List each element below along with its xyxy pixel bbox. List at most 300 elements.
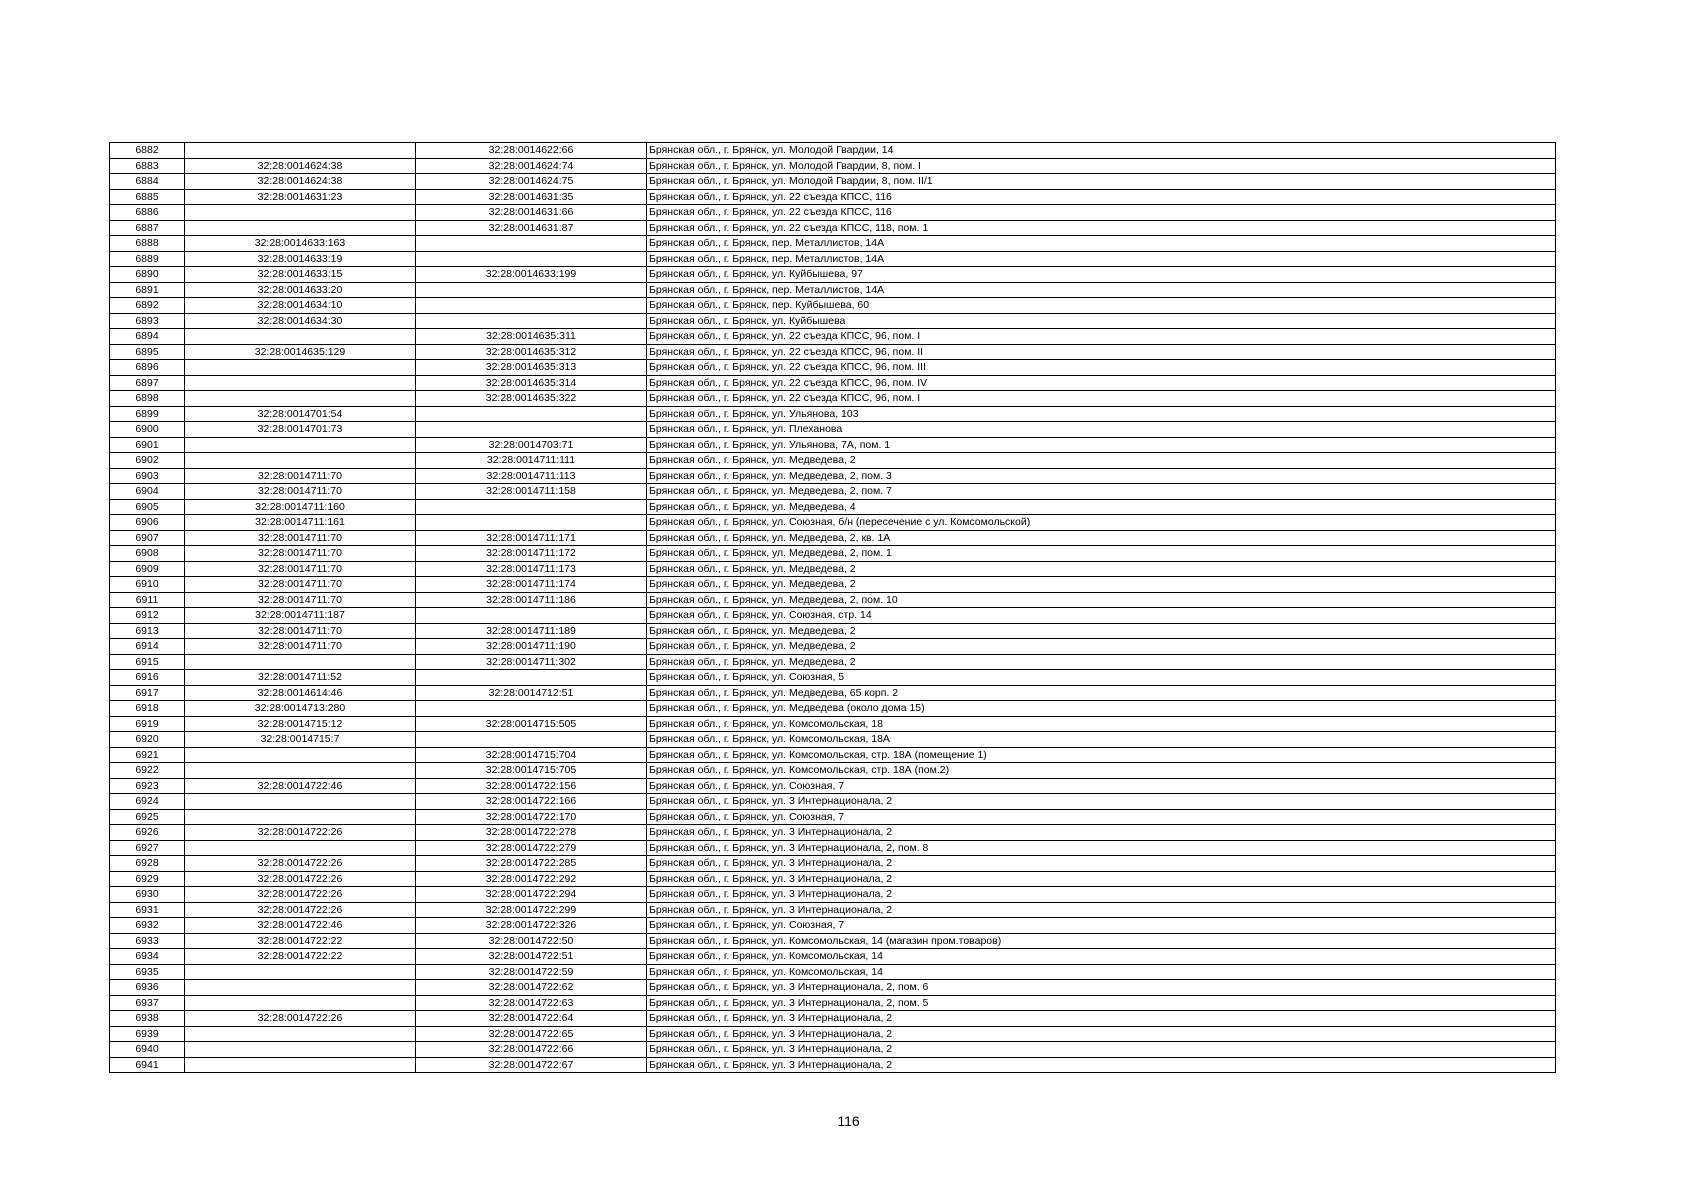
address-cell: Брянская обл., г. Брянск, ул. Куйбышева xyxy=(647,313,1556,329)
row-number-cell: 6893 xyxy=(110,313,185,329)
address-cell: Брянская обл., г. Брянск, ул. Медведева, 2, пом. 10 xyxy=(647,592,1556,608)
object-number-cell: 32:28:0014711:302 xyxy=(416,654,647,670)
row-number-cell: 6930 xyxy=(110,887,185,903)
table-row xyxy=(110,298,1556,314)
row-number-cell: 6907 xyxy=(110,530,185,546)
parcel-number-cell: 32:28:0014722:22 xyxy=(185,949,416,965)
table-row xyxy=(110,949,1556,965)
object-number-cell: 32:28:0014722:51 xyxy=(416,949,647,965)
object-number-cell: 32:28:0014703:71 xyxy=(416,437,647,453)
row-number-cell: 6916 xyxy=(110,670,185,686)
parcel-number-cell xyxy=(185,840,416,856)
table-row xyxy=(110,1011,1556,1027)
object-number-cell: 32:28:0014722:170 xyxy=(416,809,647,825)
object-number-cell: 32:28:0014711:174 xyxy=(416,577,647,593)
row-number-cell: 6901 xyxy=(110,437,185,453)
object-number-cell xyxy=(416,732,647,748)
table-row xyxy=(110,778,1556,794)
parcel-number-cell: 32:28:0014722:46 xyxy=(185,778,416,794)
parcel-number-cell: 32:28:0014722:22 xyxy=(185,933,416,949)
parcel-number-cell: 32:28:0014624:38 xyxy=(185,174,416,190)
table-row xyxy=(110,608,1556,624)
address-cell: Брянская обл., г. Брянск, ул. 22 съезда КПСС, 96, пом. I xyxy=(647,391,1556,407)
parcel-number-cell: 32:28:0014711:70 xyxy=(185,468,416,484)
parcel-number-cell xyxy=(185,205,416,221)
parcel-number-cell xyxy=(185,995,416,1011)
row-number-cell: 6887 xyxy=(110,220,185,236)
object-number-cell: 32:28:0014722:65 xyxy=(416,1026,647,1042)
row-number-cell: 6937 xyxy=(110,995,185,1011)
address-cell: Брянская обл., г. Брянск, ул. Куйбышева, 97 xyxy=(647,267,1556,283)
object-number-cell: 32:28:0014711:171 xyxy=(416,530,647,546)
parcel-number-cell xyxy=(185,375,416,391)
address-cell: Брянская обл., г. Брянск, ул. 22 съезда КПСС, 96, пом. II xyxy=(647,344,1556,360)
address-cell: Брянская обл., г. Брянск, пер. Куйбышева, 60 xyxy=(647,298,1556,314)
parcel-number-cell xyxy=(185,1057,416,1073)
object-number-cell: 32:28:0014711:190 xyxy=(416,639,647,655)
row-number-cell: 6902 xyxy=(110,453,185,469)
row-number-cell: 6886 xyxy=(110,205,185,221)
parcel-number-cell xyxy=(185,980,416,996)
row-number-cell: 6889 xyxy=(110,251,185,267)
table-row xyxy=(110,856,1556,872)
object-number-cell: 32:28:0014722:67 xyxy=(416,1057,647,1073)
page-number: 116 xyxy=(837,1113,860,1129)
address-cell: Брянская обл., г. Брянск, ул. Медведева, 2 xyxy=(647,639,1556,655)
table-row xyxy=(110,763,1556,779)
object-number-cell xyxy=(416,282,647,298)
table-row xyxy=(110,174,1556,190)
parcel-number-cell: 32:28:0014631:23 xyxy=(185,189,416,205)
table-row xyxy=(110,732,1556,748)
table-row xyxy=(110,391,1556,407)
address-cell: Брянская обл., г. Брянск, ул. Комсомольская, стр. 18А (помещение 1) xyxy=(647,747,1556,763)
object-number-cell: 32:28:0014722:63 xyxy=(416,995,647,1011)
address-cell: Брянская обл., г. Брянск, ул. 3 Интернационала, 2 xyxy=(647,1042,1556,1058)
row-number-cell: 6939 xyxy=(110,1026,185,1042)
object-number-cell: 32:28:0014624:74 xyxy=(416,158,647,174)
table-row xyxy=(110,406,1556,422)
row-number-cell: 6915 xyxy=(110,654,185,670)
address-cell: Брянская обл., г. Брянск, ул. Медведева, 2 xyxy=(647,654,1556,670)
parcel-number-cell xyxy=(185,329,416,345)
object-number-cell: 32:28:0014722:292 xyxy=(416,871,647,887)
address-cell: Брянская обл., г. Брянск, ул. 3 Интернационала, 2 xyxy=(647,871,1556,887)
table-row xyxy=(110,515,1556,531)
address-cell: Брянская обл., г. Брянск, ул. Комсомольская, 14 xyxy=(647,949,1556,965)
table-row xyxy=(110,158,1556,174)
object-number-cell: 32:28:0014712:51 xyxy=(416,685,647,701)
table-row xyxy=(110,422,1556,438)
object-number-cell xyxy=(416,406,647,422)
object-number-cell: 32:28:0014635:322 xyxy=(416,391,647,407)
address-cell: Брянская обл., г. Брянск, пер. Металлистов, 14А xyxy=(647,282,1556,298)
address-cell: Брянская обл., г. Брянск, ул. 22 съезда КПСС, 116 xyxy=(647,189,1556,205)
parcel-number-cell xyxy=(185,143,416,159)
table-row xyxy=(110,964,1556,980)
address-cell: Брянская обл., г. Брянск, ул. Молодой Гвардии, 8, пом. I xyxy=(647,158,1556,174)
table-row xyxy=(110,1057,1556,1073)
parcel-number-cell xyxy=(185,1026,416,1042)
object-number-cell: 32:28:0014722:326 xyxy=(416,918,647,934)
table-row xyxy=(110,1026,1556,1042)
address-cell: Брянская обл., г. Брянск, ул. Союзная, стр. 14 xyxy=(647,608,1556,624)
object-number-cell: 32:28:0014622:66 xyxy=(416,143,647,159)
address-cell: Брянская обл., г. Брянск, ул. 3 Интернационала, 2 xyxy=(647,887,1556,903)
object-number-cell: 32:28:0014722:62 xyxy=(416,980,647,996)
row-number-cell: 6884 xyxy=(110,174,185,190)
address-cell: Брянская обл., г. Брянск, ул. Ульянова, 7А, пом. 1 xyxy=(647,437,1556,453)
parcel-number-cell xyxy=(185,794,416,810)
address-cell: Брянская обл., г. Брянск, ул. Медведева, 2, кв. 1А xyxy=(647,530,1556,546)
table-body xyxy=(110,143,1556,1073)
parcel-number-cell xyxy=(185,763,416,779)
row-number-cell: 6924 xyxy=(110,794,185,810)
parcel-number-cell: 32:28:0014711:187 xyxy=(185,608,416,624)
row-number-cell: 6934 xyxy=(110,949,185,965)
row-number-cell: 6923 xyxy=(110,778,185,794)
object-number-cell: 32:28:0014631:35 xyxy=(416,189,647,205)
table-row xyxy=(110,1042,1556,1058)
object-number-cell: 32:28:0014715:505 xyxy=(416,716,647,732)
row-number-cell: 6913 xyxy=(110,623,185,639)
table-row xyxy=(110,577,1556,593)
object-number-cell: 32:28:0014711:113 xyxy=(416,468,647,484)
object-number-cell: 32:28:0014722:59 xyxy=(416,964,647,980)
table-row xyxy=(110,902,1556,918)
row-number-cell: 6906 xyxy=(110,515,185,531)
address-cell: Брянская обл., г. Брянск, ул. Медведева, 4 xyxy=(647,499,1556,515)
row-number-cell: 6922 xyxy=(110,763,185,779)
row-number-cell: 6921 xyxy=(110,747,185,763)
object-number-cell xyxy=(416,499,647,515)
parcel-number-cell: 32:28:0014624:38 xyxy=(185,158,416,174)
row-number-cell: 6905 xyxy=(110,499,185,515)
table-row xyxy=(110,468,1556,484)
address-cell: Брянская обл., г. Брянск, ул. 3 Интернационала, 2, пом. 8 xyxy=(647,840,1556,856)
object-number-cell xyxy=(416,515,647,531)
object-number-cell xyxy=(416,670,647,686)
table-row xyxy=(110,747,1556,763)
row-number-cell: 6933 xyxy=(110,933,185,949)
row-number-cell: 6899 xyxy=(110,406,185,422)
parcel-number-cell: 32:28:0014722:26 xyxy=(185,1011,416,1027)
parcel-number-cell: 32:28:0014722:26 xyxy=(185,902,416,918)
parcel-number-cell xyxy=(185,391,416,407)
row-number-cell: 6909 xyxy=(110,561,185,577)
table-row xyxy=(110,484,1556,500)
address-cell: Брянская обл., г. Брянск, ул. 3 Интернационала, 2 xyxy=(647,1026,1556,1042)
table-row xyxy=(110,189,1556,205)
parcel-number-cell: 32:28:0014711:70 xyxy=(185,484,416,500)
object-number-cell: 32:28:0014631:66 xyxy=(416,205,647,221)
parcel-number-cell: 32:28:0014635:129 xyxy=(185,344,416,360)
parcel-number-cell: 32:28:0014633:15 xyxy=(185,267,416,283)
row-number-cell: 6920 xyxy=(110,732,185,748)
object-number-cell: 32:28:0014722:299 xyxy=(416,902,647,918)
table-row xyxy=(110,623,1556,639)
table-row xyxy=(110,887,1556,903)
table-row xyxy=(110,499,1556,515)
address-cell: Брянская обл., г. Брянск, ул. 3 Интернационала, 2, пом. 5 xyxy=(647,995,1556,1011)
address-cell: Брянская обл., г. Брянск, ул. Союзная, б/н (пересечение с ул. Комсомольской) xyxy=(647,515,1556,531)
parcel-number-cell: 32:28:0014722:26 xyxy=(185,825,416,841)
parcel-number-cell: 32:28:0014711:70 xyxy=(185,623,416,639)
table-row xyxy=(110,344,1556,360)
address-cell: Брянская обл., г. Брянск, ул. Медведева, 2 xyxy=(647,577,1556,593)
table-row xyxy=(110,313,1556,329)
object-number-cell: 32:28:0014711:172 xyxy=(416,546,647,562)
object-number-cell: 32:28:0014711:111 xyxy=(416,453,647,469)
row-number-cell: 6885 xyxy=(110,189,185,205)
row-number-cell: 6927 xyxy=(110,840,185,856)
table-row xyxy=(110,546,1556,562)
address-cell: Брянская обл., г. Брянск, пер. Металлистов, 14А xyxy=(647,236,1556,252)
row-number-cell: 6928 xyxy=(110,856,185,872)
object-number-cell: 32:28:0014722:64 xyxy=(416,1011,647,1027)
table-row xyxy=(110,561,1556,577)
row-number-cell: 6912 xyxy=(110,608,185,624)
parcel-number-cell: 32:28:0014634:30 xyxy=(185,313,416,329)
object-number-cell: 32:28:0014715:705 xyxy=(416,763,647,779)
table-row xyxy=(110,654,1556,670)
address-cell: Брянская обл., г. Брянск, ул. Молодой Гвардии, 14 xyxy=(647,143,1556,159)
parcel-number-cell xyxy=(185,964,416,980)
parcel-number-cell xyxy=(185,747,416,763)
address-cell: Брянская обл., г. Брянск, ул. Комсомольская, стр. 18А (пом.2) xyxy=(647,763,1556,779)
object-number-cell: 32:28:0014722:294 xyxy=(416,887,647,903)
address-cell: Брянская обл., г. Брянск, ул. Медведева, 2 xyxy=(647,561,1556,577)
row-number-cell: 6900 xyxy=(110,422,185,438)
address-cell: Брянская обл., г. Брянск, ул. 22 съезда КПСС, 96, пом. III xyxy=(647,360,1556,376)
address-cell: Брянская обл., г. Брянск, ул. Медведева, 2 xyxy=(647,623,1556,639)
object-number-cell: 32:28:0014711:189 xyxy=(416,623,647,639)
address-cell: Брянская обл., г. Брянск, ул. Медведева, 2 xyxy=(647,453,1556,469)
row-number-cell: 6935 xyxy=(110,964,185,980)
row-number-cell: 6941 xyxy=(110,1057,185,1073)
address-cell: Брянская обл., г. Брянск, ул. Союзная, 7 xyxy=(647,778,1556,794)
row-number-cell: 6919 xyxy=(110,716,185,732)
parcel-number-cell xyxy=(185,437,416,453)
object-number-cell xyxy=(416,701,647,717)
object-number-cell: 32:28:0014722:285 xyxy=(416,856,647,872)
address-cell: Брянская обл., г. Брянск, ул. Комсомольская, 14 (магазин пром.товаров) xyxy=(647,933,1556,949)
parcel-number-cell: 32:28:0014711:70 xyxy=(185,561,416,577)
parcel-number-cell: 32:28:0014722:26 xyxy=(185,871,416,887)
cadastral-table xyxy=(109,142,1556,1073)
address-cell: Брянская обл., г. Брянск, ул. Комсомольская, 18 xyxy=(647,716,1556,732)
address-cell: Брянская обл., г. Брянск, ул. 3 Интернационала, 2 xyxy=(647,794,1556,810)
parcel-number-cell xyxy=(185,809,416,825)
row-number-cell: 6888 xyxy=(110,236,185,252)
address-cell: Брянская обл., г. Брянск, ул. Медведева, 65 корп. 2 xyxy=(647,685,1556,701)
row-number-cell: 6926 xyxy=(110,825,185,841)
row-number-cell: 6911 xyxy=(110,592,185,608)
parcel-number-cell xyxy=(185,360,416,376)
parcel-number-cell: 32:28:0014711:70 xyxy=(185,546,416,562)
address-cell: Брянская обл., г. Брянск, ул. Медведева, 2, пом. 7 xyxy=(647,484,1556,500)
address-cell: Брянская обл., г. Брянск, ул. 3 Интернационала, 2, пом. 6 xyxy=(647,980,1556,996)
parcel-number-cell xyxy=(185,1042,416,1058)
row-number-cell: 6894 xyxy=(110,329,185,345)
row-number-cell: 6883 xyxy=(110,158,185,174)
parcel-number-cell: 32:28:0014711:70 xyxy=(185,639,416,655)
address-cell: Брянская обл., г. Брянск, ул. 22 съезда КПСС, 96, пом. I xyxy=(647,329,1556,345)
row-number-cell: 6938 xyxy=(110,1011,185,1027)
table-row xyxy=(110,530,1556,546)
table-row xyxy=(110,267,1556,283)
address-cell: Брянская обл., г. Брянск, ул. Молодой Гвардии, 8, пом. II/1 xyxy=(647,174,1556,190)
address-cell: Брянская обл., г. Брянск, ул. Медведева (около дома 15) xyxy=(647,701,1556,717)
object-number-cell: 32:28:0014635:311 xyxy=(416,329,647,345)
table-row xyxy=(110,980,1556,996)
table-row xyxy=(110,701,1556,717)
table-row xyxy=(110,437,1556,453)
parcel-number-cell: 32:28:0014701:54 xyxy=(185,406,416,422)
object-number-cell: 32:28:0014633:199 xyxy=(416,267,647,283)
table-row xyxy=(110,329,1556,345)
table-row xyxy=(110,840,1556,856)
address-cell: Брянская обл., г. Брянск, ул. Медведева, 2, пом. 1 xyxy=(647,546,1556,562)
object-number-cell: 32:28:0014722:166 xyxy=(416,794,647,810)
object-number-cell: 32:28:0014711:186 xyxy=(416,592,647,608)
row-number-cell: 6936 xyxy=(110,980,185,996)
table-row xyxy=(110,453,1556,469)
address-cell: Брянская обл., г. Брянск, ул. Ульянова, 103 xyxy=(647,406,1556,422)
table-row xyxy=(110,360,1556,376)
row-number-cell: 6904 xyxy=(110,484,185,500)
parcel-number-cell: 32:28:0014711:70 xyxy=(185,592,416,608)
object-number-cell xyxy=(416,236,647,252)
row-number-cell: 6914 xyxy=(110,639,185,655)
parcel-number-cell: 32:28:0014722:26 xyxy=(185,856,416,872)
row-number-cell: 6910 xyxy=(110,577,185,593)
object-number-cell xyxy=(416,313,647,329)
table-row xyxy=(110,794,1556,810)
table-row xyxy=(110,592,1556,608)
parcel-number-cell: 32:28:0014633:163 xyxy=(185,236,416,252)
parcel-number-cell xyxy=(185,453,416,469)
object-number-cell: 32:28:0014624:75 xyxy=(416,174,647,190)
address-cell: Брянская обл., г. Брянск, ул. 22 съезда КПСС, 118, пом. 1 xyxy=(647,220,1556,236)
address-cell: Брянская обл., г. Брянск, ул. 22 съезда КПСС, 96, пом. IV xyxy=(647,375,1556,391)
object-number-cell xyxy=(416,422,647,438)
row-number-cell: 6892 xyxy=(110,298,185,314)
table-row xyxy=(110,143,1556,159)
address-cell: Брянская обл., г. Брянск, ул. 3 Интернационала, 2 xyxy=(647,856,1556,872)
parcel-number-cell: 32:28:0014715:12 xyxy=(185,716,416,732)
table-row xyxy=(110,825,1556,841)
row-number-cell: 6890 xyxy=(110,267,185,283)
address-cell: Брянская обл., г. Брянск, ул. 3 Интернационала, 2 xyxy=(647,1057,1556,1073)
row-number-cell: 6895 xyxy=(110,344,185,360)
row-number-cell: 6918 xyxy=(110,701,185,717)
address-cell: Брянская обл., г. Брянск, пер. Металлистов, 14А xyxy=(647,251,1556,267)
object-number-cell xyxy=(416,298,647,314)
parcel-number-cell: 32:28:0014633:19 xyxy=(185,251,416,267)
row-number-cell: 6932 xyxy=(110,918,185,934)
row-number-cell: 6896 xyxy=(110,360,185,376)
parcel-number-cell: 32:28:0014711:70 xyxy=(185,530,416,546)
row-number-cell: 6908 xyxy=(110,546,185,562)
parcel-number-cell xyxy=(185,654,416,670)
object-number-cell: 32:28:0014635:313 xyxy=(416,360,647,376)
object-number-cell: 32:28:0014722:278 xyxy=(416,825,647,841)
row-number-cell: 6903 xyxy=(110,468,185,484)
object-number-cell: 32:28:0014715:704 xyxy=(416,747,647,763)
table-row xyxy=(110,639,1556,655)
parcel-number-cell: 32:28:0014711:70 xyxy=(185,577,416,593)
row-number-cell: 6929 xyxy=(110,871,185,887)
row-number-cell: 6891 xyxy=(110,282,185,298)
table-row xyxy=(110,670,1556,686)
parcel-number-cell: 32:28:0014713:280 xyxy=(185,701,416,717)
address-cell: Брянская обл., г. Брянск, ул. Плеханова xyxy=(647,422,1556,438)
table-row xyxy=(110,716,1556,732)
address-cell: Брянская обл., г. Брянск, ул. Союзная, 5 xyxy=(647,670,1556,686)
table-row xyxy=(110,685,1556,701)
object-number-cell: 32:28:0014722:66 xyxy=(416,1042,647,1058)
parcel-number-cell: 32:28:0014614:46 xyxy=(185,685,416,701)
table-row xyxy=(110,205,1556,221)
row-number-cell: 6897 xyxy=(110,375,185,391)
object-number-cell: 32:28:0014711:158 xyxy=(416,484,647,500)
parcel-number-cell: 32:28:0014634:10 xyxy=(185,298,416,314)
parcel-number-cell: 32:28:0014711:161 xyxy=(185,515,416,531)
address-cell: Брянская обл., г. Брянск, ул. 3 Интернационала, 2 xyxy=(647,902,1556,918)
parcel-number-cell: 32:28:0014722:46 xyxy=(185,918,416,934)
parcel-number-cell: 32:28:0014711:52 xyxy=(185,670,416,686)
table-row xyxy=(110,282,1556,298)
row-number-cell: 6931 xyxy=(110,902,185,918)
parcel-number-cell: 32:28:0014715:7 xyxy=(185,732,416,748)
object-number-cell xyxy=(416,608,647,624)
object-number-cell: 32:28:0014711:173 xyxy=(416,561,647,577)
address-cell: Брянская обл., г. Брянск, ул. 22 съезда КПСС, 116 xyxy=(647,205,1556,221)
object-number-cell: 32:28:0014722:156 xyxy=(416,778,647,794)
table-row xyxy=(110,918,1556,934)
address-cell: Брянская обл., г. Брянск, ул. Союзная, 7 xyxy=(647,918,1556,934)
address-cell: Брянская обл., г. Брянск, ул. Комсомольская, 14 xyxy=(647,964,1556,980)
parcel-number-cell: 32:28:0014701:73 xyxy=(185,422,416,438)
object-number-cell: 32:28:0014635:312 xyxy=(416,344,647,360)
parcel-number-cell: 32:28:0014722:26 xyxy=(185,887,416,903)
address-cell: Брянская обл., г. Брянск, ул. Комсомольская, 18А xyxy=(647,732,1556,748)
table-row xyxy=(110,995,1556,1011)
object-number-cell: 32:28:0014722:279 xyxy=(416,840,647,856)
object-number-cell xyxy=(416,251,647,267)
table-row xyxy=(110,809,1556,825)
address-cell: Брянская обл., г. Брянск, ул. Медведева, 2, пом. 3 xyxy=(647,468,1556,484)
table-row xyxy=(110,375,1556,391)
object-number-cell: 32:28:0014635:314 xyxy=(416,375,647,391)
row-number-cell: 6917 xyxy=(110,685,185,701)
table-row xyxy=(110,871,1556,887)
address-cell: Брянская обл., г. Брянск, ул. Союзная, 7 xyxy=(647,809,1556,825)
parcel-number-cell: 32:28:0014711:160 xyxy=(185,499,416,515)
parcel-number-cell: 32:28:0014633:20 xyxy=(185,282,416,298)
table-row xyxy=(110,933,1556,949)
table-row xyxy=(110,236,1556,252)
table-row xyxy=(110,251,1556,267)
address-cell: Брянская обл., г. Брянск, ул. 3 Интернационала, 2 xyxy=(647,825,1556,841)
row-number-cell: 6898 xyxy=(110,391,185,407)
row-number-cell: 6882 xyxy=(110,143,185,159)
address-cell: Брянская обл., г. Брянск, ул. 3 Интернационала, 2 xyxy=(647,1011,1556,1027)
parcel-number-cell xyxy=(185,220,416,236)
object-number-cell: 32:28:0014722:50 xyxy=(416,933,647,949)
row-number-cell: 6940 xyxy=(110,1042,185,1058)
